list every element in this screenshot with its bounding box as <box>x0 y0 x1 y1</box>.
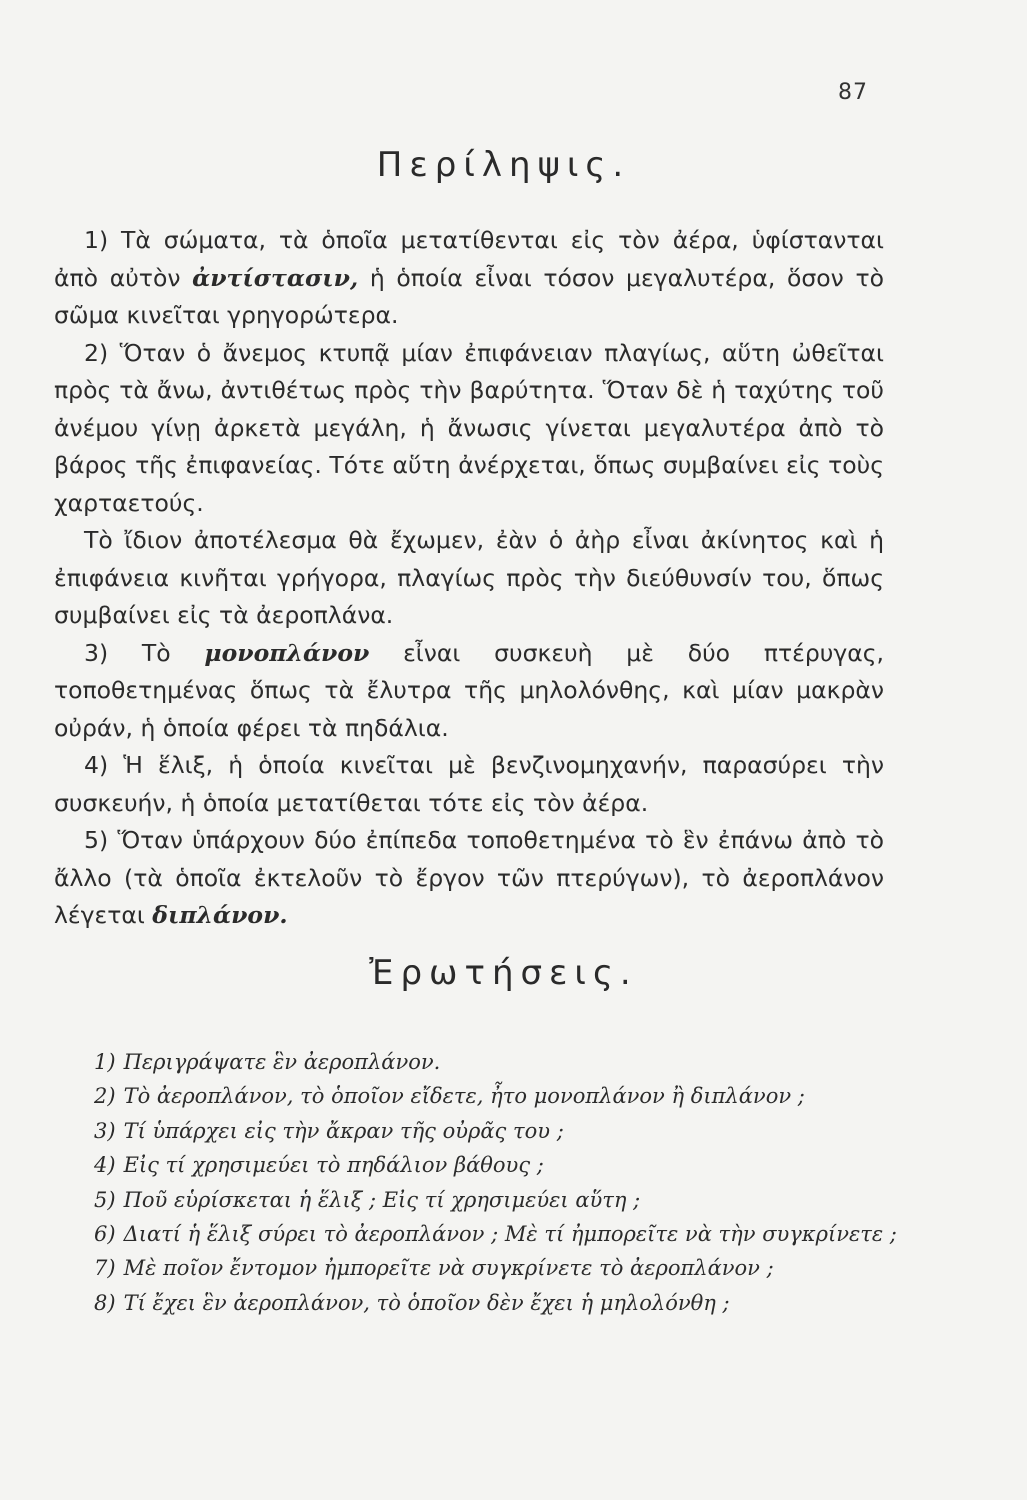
summary-text: 5) Ὅταν ὑπάρχουν δύο ἐπίπεδα τοποθετημένα τὸ ἓν ἐπάνω ἀπὸ τὸ ἄλλο (τὰ ὁποῖα ἐκτελοῦν τὸ ἔργον τῶν πτερύγων), τὸ ἀεροπλάνον λέγεται <box>54 826 884 929</box>
question-number: 2) <box>94 1084 116 1109</box>
question-item <box>62 1251 902 1285</box>
question-number: 3) <box>94 1118 116 1143</box>
summary-paragraph-3: Τὸ ἴδιον ἀποτέλεσμα θὰ ἔχωμεν, ἐὰν ὁ ἀὴρ εἶναι ἀκίνητος καὶ ἡ ἐπιφάνεια κινῆται γρήγορα, πλαγίως πρὸς τὴν διεύθυνσίν του, ὅπως συμβαίνει εἰς τὰ ἀεροπλάνα. <box>54 526 884 629</box>
summary-title: Περίληψις. <box>376 145 631 185</box>
summary-paragraph-2: 2) Ὅταν ὁ ἄνεμος κτυπᾷ μίαν ἐπιφάνειαν πλαγίως, αὕτη ὠθεῖται πρὸς τὰ ἄνω, ἀντιθέτως πρὸς τὴν βαρύτητα. Ὅταν δὲ ἡ ταχύτης τοῦ ἀνέμου γίνῃ ἀρκετὰ μεγάλη, ἡ ἄνωσις γίνεται μεγαλυτέρα ἀπὸ τὸ βάρος τῆς ἐπιφανείας. Τότε αὕτη ἀνέρχεται, ὅπως συμβαίνει εἰς τοὺς χαρταετούς. <box>54 338 884 517</box>
question-number: 6) <box>94 1222 116 1247</box>
question-number: 8) <box>94 1290 116 1315</box>
summary-text: εἶναι συσκευὴ μὲ δύο πτέρυγας, τοποθετημένας ὅπως τὰ ἔλυτρα τῆς μηλολόνθης, καὶ μίαν μακρὰν οὐράν, ἡ ὁποία φέρει τὰ πηδάλια. <box>54 638 885 742</box>
question-number: 1) <box>94 1050 116 1074</box>
question-text: Διατί ἡ ἕλιξ σύρει τὸ ἀεροπλάνον ; Μὲ τί ἠμπορεῖτε νὰ τὴν συγκρίνετε ; <box>123 1222 897 1247</box>
summary-body <box>54 222 884 935</box>
question-text: Περιγράψατε ἓν ἀεροπλάνον. <box>123 1050 441 1074</box>
summary-paragraph-6 <box>54 822 884 935</box>
question-number: 7) <box>94 1256 116 1281</box>
question-item <box>62 1286 902 1320</box>
question-text: Τί ὑπάρχει εἰς τὴν ἄκραν τῆς οὐρᾶς του ; <box>123 1118 564 1143</box>
summary-text: 1) Τὰ σώματα, τὰ ὁποῖα μετατίθενται εἰς τὸν ἀέρα, ὑφίστανται ἀπὸ αὐτὸν <box>54 226 884 292</box>
questions-list <box>62 1045 902 1320</box>
summary-text: 3) Τὸ <box>84 638 205 667</box>
question-item <box>62 1183 902 1217</box>
question-text: Τί ἔχει ἓν ἀεροπλάνον, τὸ ὁποῖον δὲν ἔχει ἡ μηλολόνθη ; <box>123 1290 730 1315</box>
summary-text: ἡ ὁποία εἶναι τόσον μεγαλυτέρα, ὅσον τὸ σῶμα κινεῖται γρηγορώτερα. <box>54 263 884 329</box>
keyword-resistance: ἀντίστασιν, <box>192 263 359 292</box>
question-text: Μὲ ποῖον ἔντομον ἠμπορεῖτε νὰ συγκρίνετε τὸ ἀεροπλάνον ; <box>123 1256 774 1281</box>
summary-paragraph-5: 4) Ἡ ἕλιξ, ἡ ὁποία κινεῖται μὲ βενζινομηχανήν, παρασύρει τὴν συσκευήν, ἡ ὁποία μετατίθεται τότε εἰς τὸν ἀέρα. <box>54 751 884 817</box>
page-number: 87 <box>838 80 868 105</box>
summary-paragraph-4 <box>54 635 884 748</box>
question-item <box>62 1217 902 1251</box>
question-text: Εἰς τί χρησιμεύει τὸ πηδάλιον βάθους ; <box>123 1153 544 1178</box>
question-item <box>62 1045 902 1079</box>
questions-title: Ἐρωτήσεις. <box>369 953 638 993</box>
question-number: 5) <box>94 1187 116 1212</box>
question-text: Ποῦ εὑρίσκεται ἡ ἕλιξ ; Εἰς τί χρησιμεύει αὕτη ; <box>123 1187 641 1212</box>
keyword-monoplane: μονοπλάνον <box>204 638 370 667</box>
summary-paragraph-1 <box>54 222 884 335</box>
question-item <box>62 1079 902 1113</box>
question-item <box>62 1114 902 1148</box>
question-item <box>62 1148 902 1182</box>
keyword-biplane: διπλάνον. <box>152 901 288 929</box>
question-text: Τὸ ἀεροπλάνον, τὸ ὁποῖον εἴδετε, ἦτο μονοπλάνον ἢ διπλάνον ; <box>123 1084 805 1109</box>
question-number: 4) <box>94 1153 116 1178</box>
